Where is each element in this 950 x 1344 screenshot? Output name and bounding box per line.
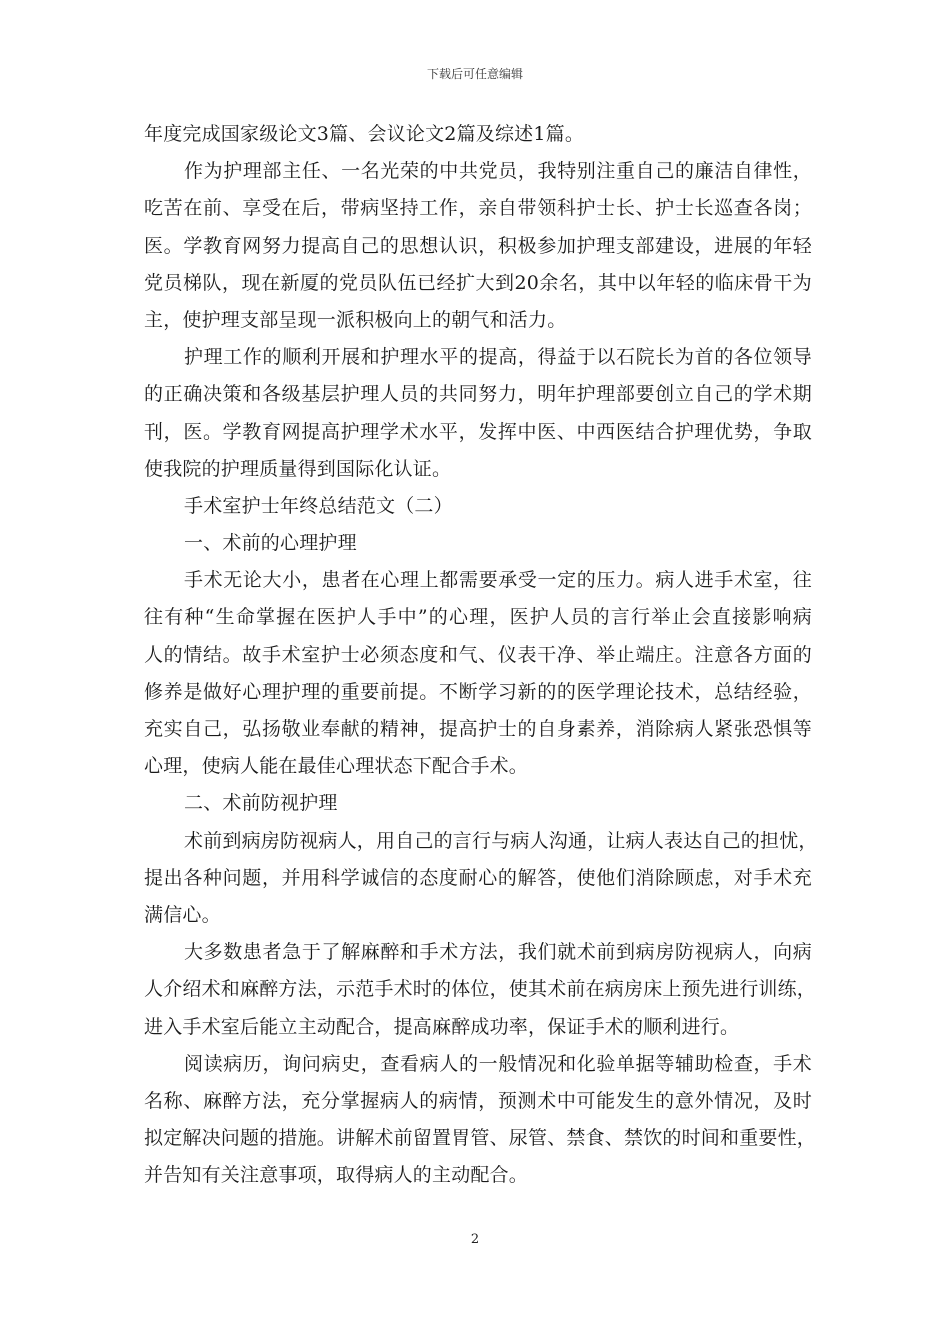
text-line: 手术室护士年终总结范文（二） — [184, 494, 453, 517]
text-line: 党员梯队，现在新厦的党员队伍已经扩大到20余名，其中以年轻的临床骨干为 — [144, 271, 812, 294]
text-line: 提出各种问题，并用科学诚信的态度耐心的解答，使他们消除顾虑，对手术充 — [144, 866, 812, 889]
page-header: 下载后可任意编辑 — [426, 67, 523, 81]
text-line: 医。学教育网努力提高自己的思想认识，积极参加护理支部建设，进展的年轻 — [144, 234, 812, 257]
text-line: 阅读病历，询问病史，查看病人的一般情况和化验单据等辅助检查，手术 — [184, 1052, 812, 1075]
text-line: 充实自己，弘扬敬业奉献的精神，提高护士的自身素养，消除病人紧张恐惧等 — [144, 718, 812, 740]
page-number: 2 — [470, 1232, 480, 1247]
text-line: 拟定解决问题的措施。讲解术前留置胃管、尿管、禁食、禁饮的时间和重要性， — [144, 1127, 817, 1150]
document-body — [144, 116, 818, 1194]
text-line: 名称、麻醉方法，充分掌握病人的病情，预测术中可能发生的意外情况，及时 — [144, 1089, 812, 1112]
text-line: 护理工作的顺利开展和护理水平的提高，得益于以石院长为首的各位领导 — [184, 346, 812, 369]
text-line: 年度完成国家级论文3篇、会议论文2篇及综述1篇。 — [144, 123, 585, 145]
text-line: 一、术前的心理护理 — [184, 532, 357, 555]
text-line: 手术无论大小，患者在心理上都需要承受一定的压力。病人进手术室，往 — [184, 569, 812, 592]
text-line: 并告知有关注意事项，取得病人的主动配合。 — [144, 1164, 529, 1187]
text-line: 修养是做好心理护理的重要前提。不断学习新的的医学理论技术，总结经验， — [144, 680, 812, 703]
text-line: 进入手术室后能立主动配合，提高麻醉成功率，保证手术的顺利进行。 — [144, 1015, 740, 1038]
text-line: 往有种“生命掌握在医护人手中”的心理，医护人员的言行举止会直接影响病 — [144, 606, 812, 629]
text-line: 人的情结。故手术室护士必须态度和气、仪表干净、举止端庄。注意各方面的 — [144, 643, 812, 666]
text-line: 使我院的护理质量得到国际化认证。 — [144, 457, 452, 480]
text-line: 二、术前防视护理 — [184, 792, 338, 815]
text-line: 的正确决策和各级基层护理人员的共同努力，明年护理部要创立自己的学术期 — [144, 383, 812, 406]
text-line: 人介绍术和麻醉方法，示范手术时的体位，使其术前在病房床上预先进行训练， — [144, 978, 817, 1001]
text-line: 满信心。 — [144, 903, 221, 926]
text-line: 刊，医。学教育网提高护理学术水平，发挥中医、中西医结合护理优势，争取 — [144, 420, 812, 443]
text-line: 大多数患者急于了解麻醉和手术方法，我们就术前到病房防视病人，向病 — [184, 941, 812, 964]
text-line: 心理，使病人能在最佳心理状态下配合手术。 — [144, 755, 529, 778]
text-line: 主，使护理支部呈现一派积极向上的朝气和活力。 — [144, 308, 567, 331]
text-line: 术前到病房防视病人，用自己的言行与病人沟通，让病人表达自己的担忧， — [184, 829, 818, 852]
text-line: 作为护理部主任、一名光荣的中共党员，我特别注重自己的廉洁自律性， — [184, 160, 812, 183]
text-line: 吃苦在前、享受在后，带病坚持工作，亲自带领科护士长、护士长巡查各岗； — [144, 197, 812, 220]
